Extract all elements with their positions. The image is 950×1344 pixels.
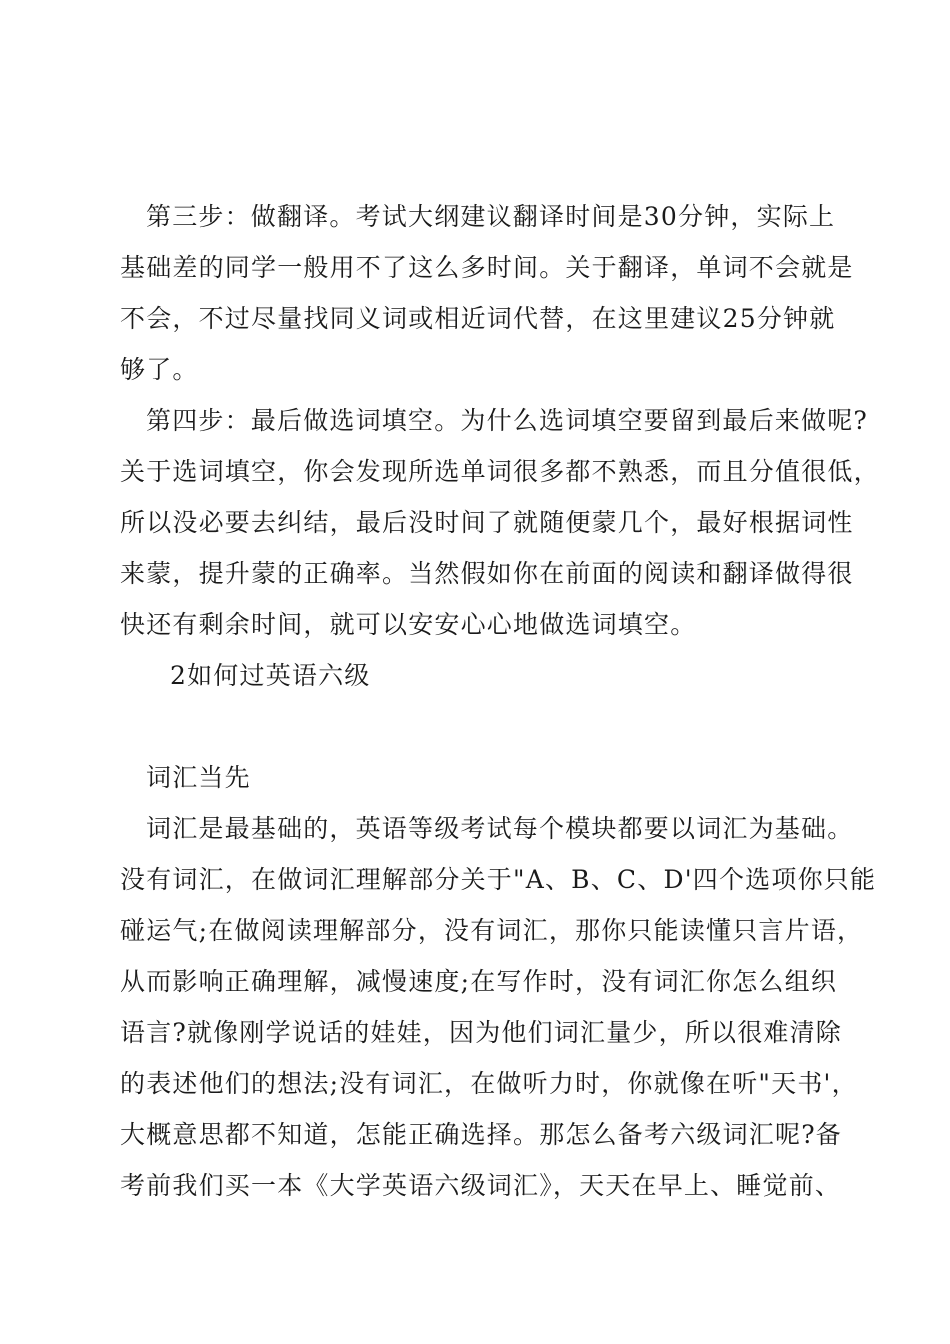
step4-line-3: 所以没必要去纠结，最后没时间了就随便蒙几个，最好根据词性	[120, 508, 854, 537]
section-title: 2如何过英语六级	[170, 661, 371, 690]
vocab-line-7: 大概意思都不知道，怎能正确选择。那怎么备考六级词汇呢?备	[120, 1120, 843, 1149]
vocab-line-8: 考前我们买一本《大学英语六级词汇》，天天在早上、睡觉前、	[120, 1171, 842, 1200]
step3-line-2: 基础差的同学一般用不了这么多时间。关于翻译，单词不会就是	[120, 253, 854, 282]
step4-line-4: 来蒙，提升蒙的正确率。当然假如你在前面的阅读和翻译做得很	[120, 559, 854, 588]
step3-line-3: 不会，不过尽量找同义词或相近词代替，在这里建议25分钟就	[120, 304, 836, 333]
vocab-line-6: 的表述他们的想法;没有词汇，在做听力时，你就像在听"天书'，	[120, 1069, 858, 1098]
step4-line-5: 快还有剩余时间，就可以安安心心地做选词填空。	[120, 610, 697, 639]
vocab-line-4: 从而影响正确理解，减慢速度;在写作时，没有词汇你怎么组织	[120, 967, 838, 996]
vocab-line-5: 语言?就像刚学说话的娃娃，因为他们词汇量少，所以很难清除	[120, 1018, 843, 1047]
step4-line-2: 关于选词填空，你会发现所选单词很多都不熟悉，而且分值很低，	[120, 457, 880, 486]
subheading: 词汇当先	[146, 763, 251, 792]
step3-line-1: 第三步：做翻译。考试大纲建议翻译时间是30分钟，实际上	[146, 202, 836, 231]
vocab-line-3: 碰运气;在做阅读理解部分，没有词汇，那你只能读懂只言片语，	[120, 916, 864, 945]
vocab-line-1: 词汇是最基础的，英语等级考试每个模块都要以词汇为基础。	[146, 814, 854, 843]
vocab-line-2: 没有词汇，在做词汇理解部分关于"A、B、C、D'四个选项你只能	[120, 865, 877, 894]
step4-line-1: 第四步：最后做选词填空。为什么选词填空要留到最后来做呢?	[146, 406, 869, 435]
step3-line-4: 够了。	[120, 355, 199, 384]
